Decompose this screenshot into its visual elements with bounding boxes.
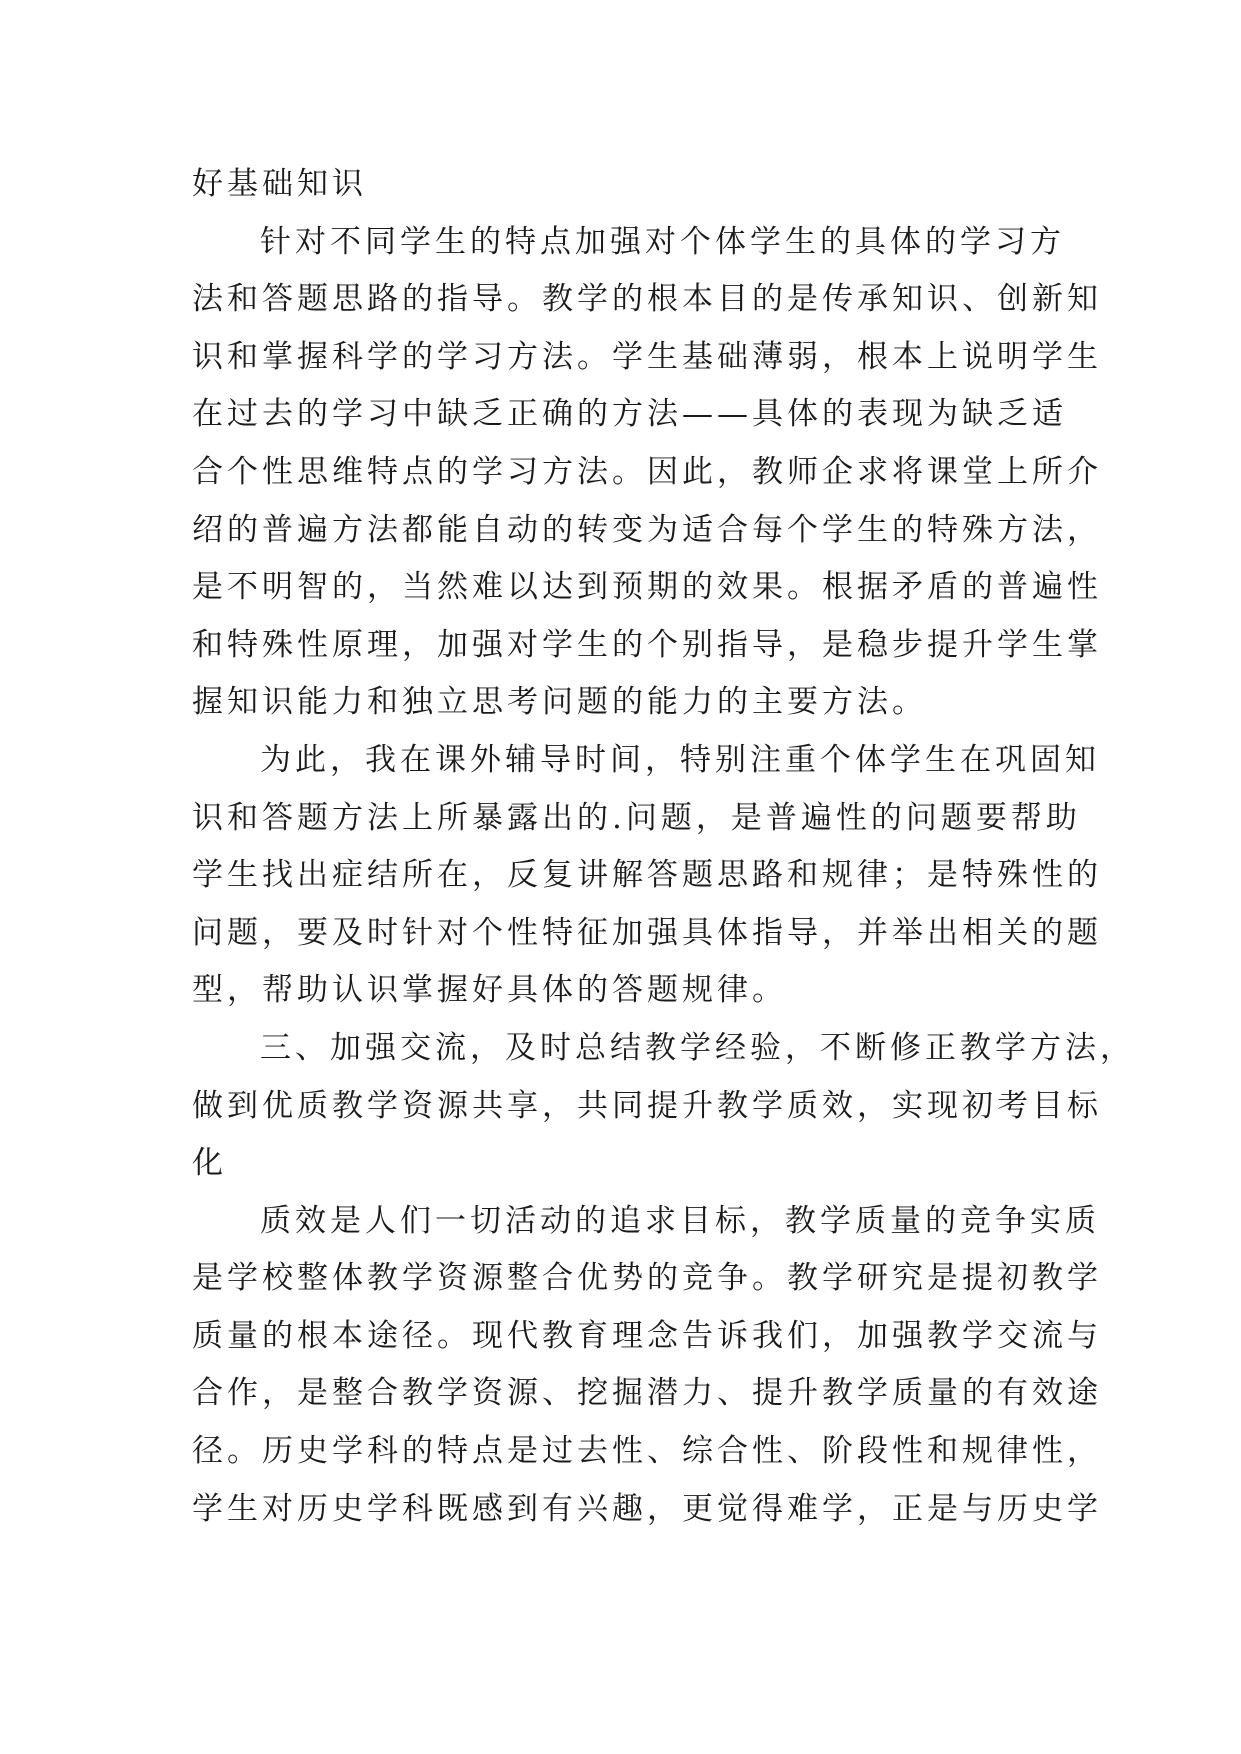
text-line: 是学校整体教学资源整合优势的竞争。教学研究是提初教学: [192, 1260, 1102, 1297]
text-line: 学生对历史学科既感到有兴趣，更觉得难学，正是与历史学: [192, 1490, 1102, 1527]
text-line: 合个性思维特点的学习方法。因此，教师企求将课堂上所介: [192, 453, 1102, 490]
paragraph-first-line: 针对不同学生的特点加强对个体学生的具体的学习方: [260, 223, 1065, 260]
text-line: 学生找出症结所在，反复讲解答题思路和规律；是特殊性的: [192, 857, 1102, 894]
text-line: 是不明智的，当然难以达到预期的效果。根据矛盾的普遍性: [192, 569, 1102, 606]
text-line: 质量的根本途径。现代教育理念告诉我们，加强教学交流与: [192, 1317, 1102, 1354]
text-line: 做到优质教学资源共享，共同提升教学质效，实现初考目标: [192, 1087, 1102, 1124]
text-line: 绍的普遍方法都能自动的转变为适合每个学生的特殊方法，: [192, 511, 1102, 548]
text-line: 问题，要及时针对个性特征加强具体指导，并举出相关的题: [192, 914, 1102, 951]
document-body: [192, 156, 1135, 1538]
text-line: 法和答题思路的指导。教学的根本目的是传承知识、创新知: [192, 281, 1102, 318]
paragraph-first-line: 质效是人们一切活动的追求目标，教学质量的竞争实质: [260, 1202, 1100, 1239]
text-line: 径。历史学科的特点是过去性、综合性、阶段性和规律性，: [192, 1433, 1102, 1470]
paragraph-first-line: 三、加强交流，及时总结教学经验，不断修正教学方法，: [260, 1029, 1135, 1066]
text-line: 化: [192, 1145, 227, 1182]
text-line: 识和掌握科学的学习方法。学生基础薄弱，根本上说明学生: [192, 338, 1102, 375]
paragraph-first-line: 为此，我在课外辅导时间，特别注重个体学生在巩固知: [260, 741, 1100, 778]
text-line: 在过去的学习中缺乏正确的方法——具体的表现为缺乏适: [192, 396, 1067, 433]
text-line: 好基础知识: [192, 166, 367, 202]
text-line: 和特殊性原理，加强对学生的个别指导，是稳步提升学生掌: [192, 626, 1102, 663]
text-line: 识和答题方法上所暴露出的.问题，是普遍性的问题要帮助: [192, 799, 1081, 836]
text-line: 型，帮助认识掌握好具体的答题规律。: [192, 972, 787, 1009]
text-line: 握知识能力和独立思考问题的能力的主要方法。: [192, 684, 927, 721]
text-line: 合作，是整合教学资源、挖掘潜力、提升教学质量的有效途: [192, 1375, 1102, 1412]
